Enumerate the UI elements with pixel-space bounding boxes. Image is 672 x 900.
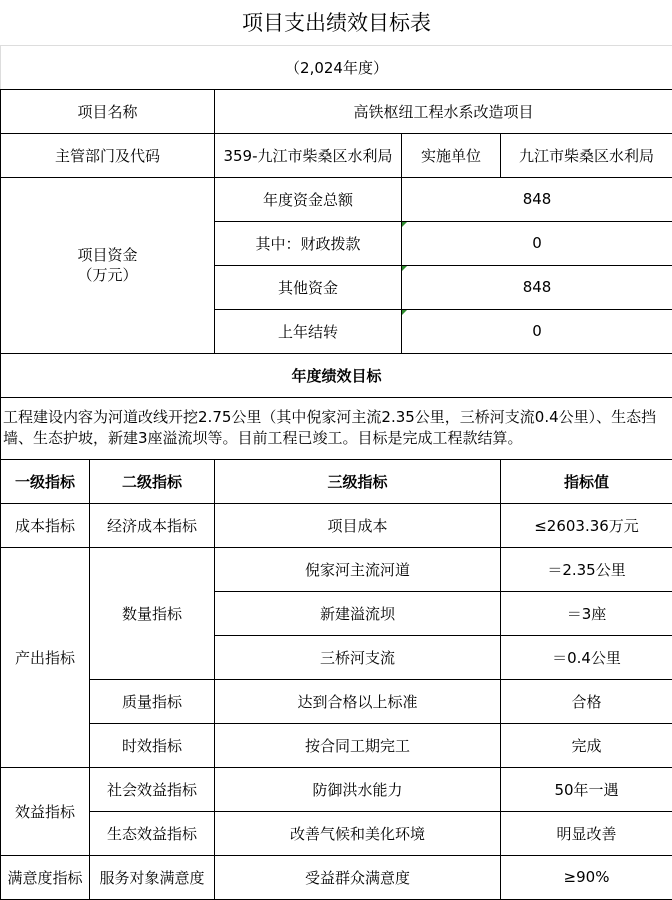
quantity-item-value: ＝0.4公里 [501,635,672,679]
eco-value: 明显改善 [501,811,672,855]
fund-other-value [402,265,672,309]
implementing-unit-label: 实施单位 [402,133,501,177]
cost-value: ≤2603.36万元 [501,503,672,547]
annual-goal-text: 工程建设内容为河道改线开挖2.75公里（其中倪家河主流2.35公里，三桥河支流0.4公里）、生态挡墙、生态护坡，新建3座溢流坝等。目前工程已竣工。目标是完成工程款结算。 [1,397,672,459]
fund-total-label: 年度资金总额 [215,177,402,221]
social-level3: 防御洪水能力 [215,767,501,811]
implementing-unit-value: 九江市柴桑区水利局 [501,133,672,177]
cell-marker-icon [402,266,407,271]
eco-level3: 改善气候和美化环境 [215,811,501,855]
header-level1: 一级指标 [1,459,90,503]
project-name-value: 高铁枢纽工程水系改造项目 [215,89,672,133]
project-funds-label-line2: （万元） [3,265,212,285]
quantity-item-level3: 三桥河支流 [215,635,501,679]
annual-goal-header: 年度绩效目标 [1,353,672,397]
time-level3: 按合同工期完工 [215,723,501,767]
fund-carryover-value [402,309,672,353]
satisfaction-level2: 服务对象满意度 [90,855,215,899]
satisfaction-value: ≥90% [501,855,672,899]
header-level3: 三级指标 [215,459,501,503]
quantity-item-level3: 倪家河主流河道 [215,547,501,591]
project-name-label: 项目名称 [1,89,215,133]
fund-fiscal-label: 其中：财政拨款 [215,221,402,265]
satisfaction-level1: 满意度指标 [1,855,90,899]
satisfaction-level3: 受益群众满意度 [215,855,501,899]
project-funds-label-line1: 项目资金 [3,245,212,265]
output-level1: 产出指标 [1,547,90,767]
fund-carryover-value-text: 0 [532,322,542,340]
quantity-item-value: ＝3座 [501,591,672,635]
cost-level1: 成本指标 [1,503,90,547]
time-level2: 时效指标 [90,723,215,767]
fund-other-value-text: 848 [523,278,552,296]
quantity-item-level3: 新建溢流坝 [215,591,501,635]
quality-value: 合格 [501,679,672,723]
department-value: 359-九江市柴桑区水利局 [215,133,402,177]
cell-marker-icon [402,222,407,227]
fiscal-year: （2,024年度） [1,45,672,89]
page-title: 项目支出绩效目标表 [1,0,672,45]
fund-carryover-label: 上年结转 [215,309,402,353]
quantity-level2: 数量指标 [90,547,215,679]
eco-level2: 生态效益指标 [90,811,215,855]
benefit-level1: 效益指标 [1,767,90,855]
quantity-item-value: ＝2.35公里 [501,547,672,591]
fund-fiscal-value [402,221,672,265]
department-label: 主管部门及代码 [1,133,215,177]
social-level2: 社会效益指标 [90,767,215,811]
quality-level3: 达到合格以上标准 [215,679,501,723]
cost-level2: 经济成本指标 [90,503,215,547]
header-level2: 二级指标 [90,459,215,503]
fund-other-label: 其他资金 [215,265,402,309]
project-funds-label [1,177,215,353]
social-value: 50年一遇 [501,767,672,811]
quality-level2: 质量指标 [90,679,215,723]
header-value: 指标值 [501,459,672,503]
fund-total-value: 848 [402,177,672,221]
fund-fiscal-value-text: 0 [532,234,542,252]
cost-level3: 项目成本 [215,503,501,547]
time-value: 完成 [501,723,672,767]
cell-marker-icon [402,310,407,315]
